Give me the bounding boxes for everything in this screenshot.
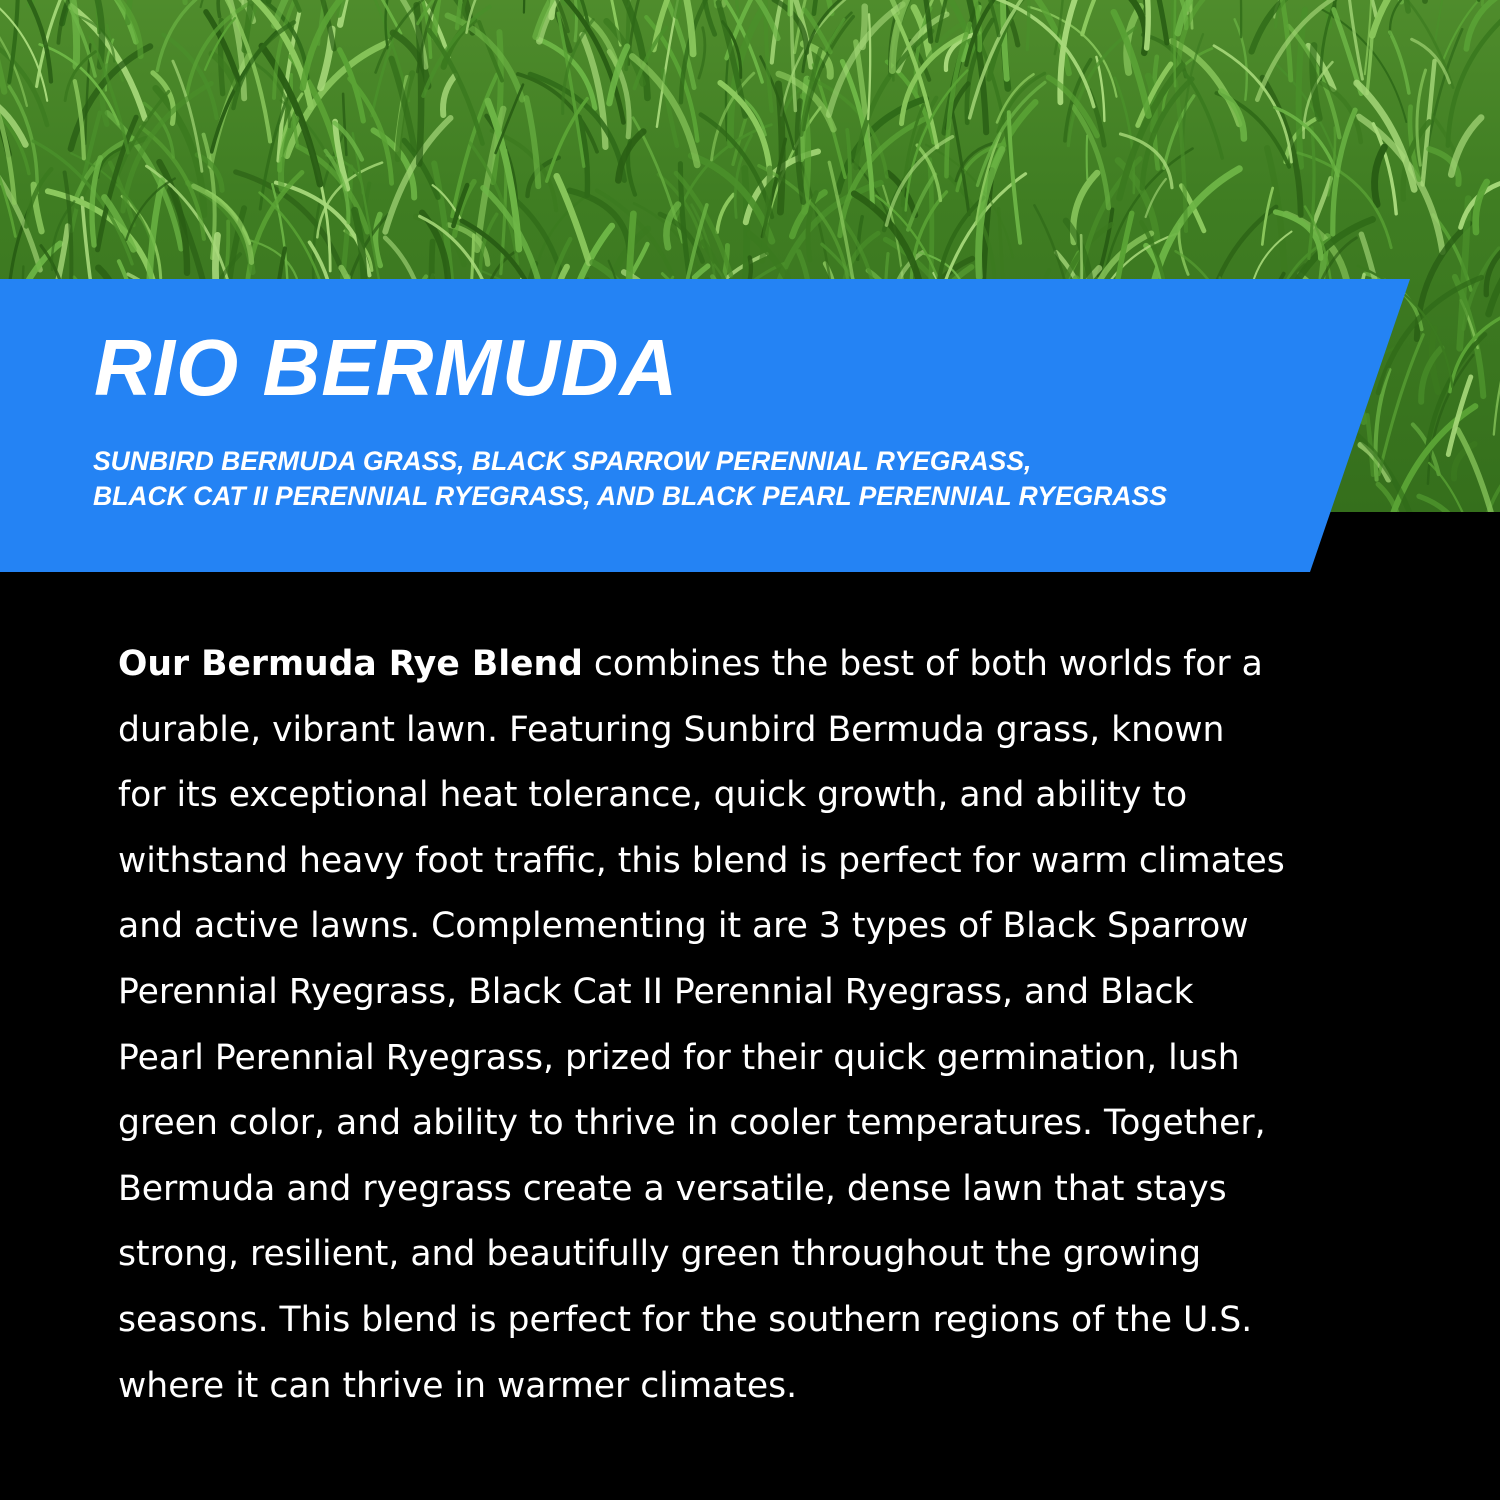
description-line: withstand heavy foot traffic, this blend is perfect for warm climates [118, 840, 1285, 881]
product-description [118, 632, 1418, 1419]
description-line: where it can thrive in warmer climates. [118, 1365, 798, 1406]
description-line: Bermuda and ryegrass create a versatile, dense lawn that stays [118, 1168, 1227, 1209]
description-line: seasons. This blend is perfect for the southern regions of the U.S. [118, 1299, 1253, 1340]
description-line [118, 632, 1418, 698]
description-line: and active lawns. Complementing it are 3 types of Black Sparrow [118, 906, 1249, 947]
description-lead: Our Bermuda Rye Blend [118, 644, 583, 684]
description-line: Perennial Ryegrass, Black Cat II Perennial Ryegrass, and Black [118, 971, 1194, 1012]
description-line: Pearl Perennial Ryegrass, prized for their quick germination, lush [118, 1037, 1240, 1078]
description-line: strong, resilient, and beautifully green throughout the growing [118, 1234, 1202, 1275]
description-text: combines the best of both worlds for a [582, 644, 1263, 684]
product-title: RIO BERMUDA [94, 323, 679, 412]
subtitle-line: SUNBIRD BERMUDA GRASS, BLACK SPARROW PERENNIAL RYEGRASS, [93, 446, 1032, 476]
description-line: for its exceptional heat tolerance, quick growth, and ability to [118, 775, 1188, 816]
description-line: green color, and ability to thrive in cooler temperatures. Together, [118, 1103, 1266, 1144]
subtitle-line: BLACK CAT II PERENNIAL RYEGRASS, AND BLACK PEARL PERENNIAL RYEGRASS [93, 481, 1167, 511]
description-line: durable, vibrant lawn. Featuring Sunbird Bermuda grass, known [118, 709, 1225, 750]
product-subtitle [93, 444, 1167, 514]
